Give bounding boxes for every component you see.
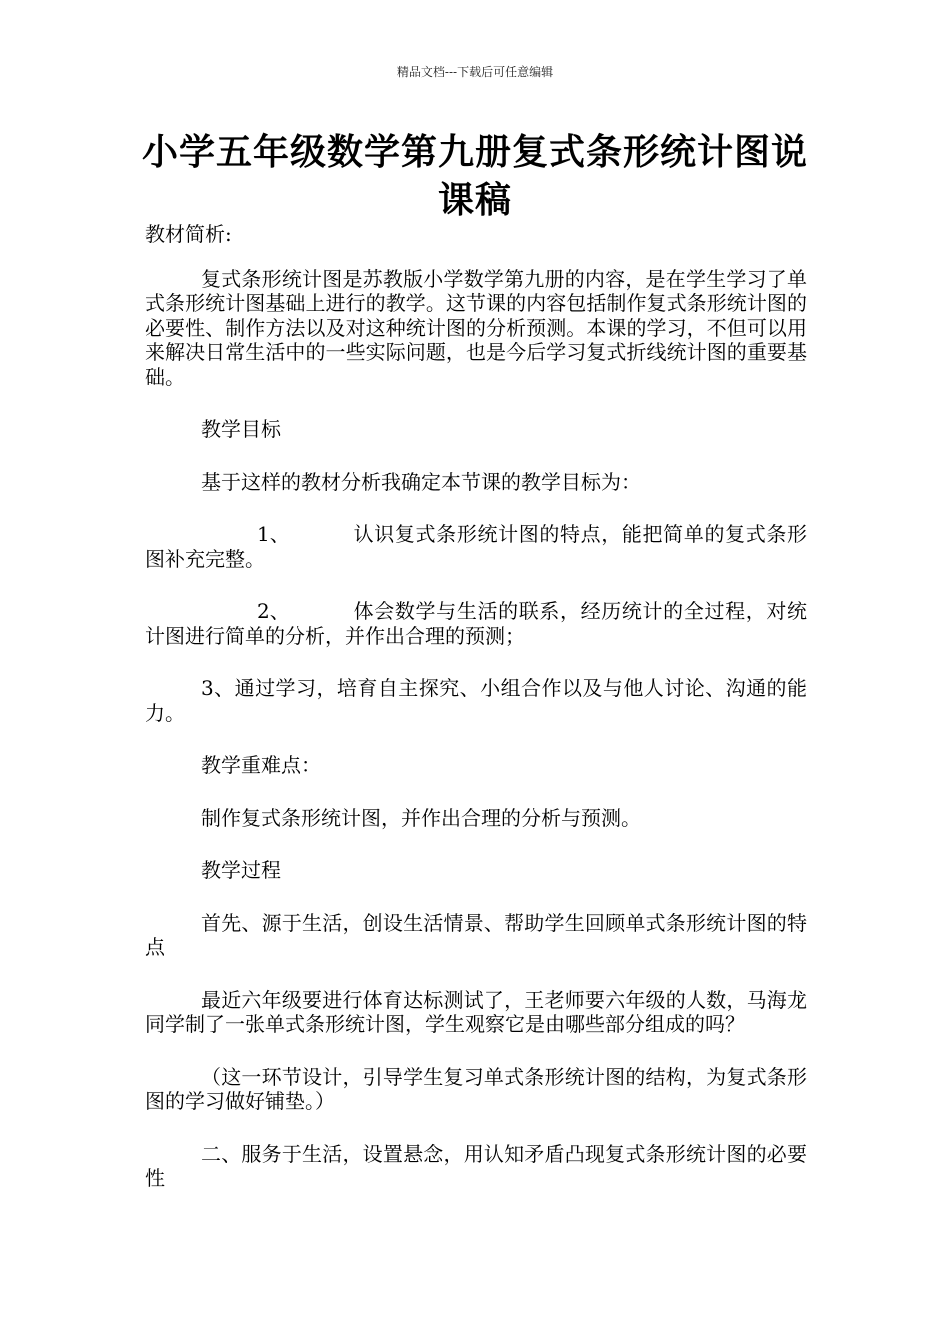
goals-intro: 基于这样的教材分析我确定本节课的教学目标为： [201,469,641,494]
goal-item-3: 3、通过学习，培育自主探究、小组合作以及与他人讨论、沟通的能力。 [145,676,807,725]
process-paragraph-3: （这一环节设计，引导学生复习单式条形统计图的结构，为复式条形图的学习做好铺垫。） [145,1064,807,1113]
goal-item-1 [145,522,807,571]
analysis-paragraph: 复式条形统计图是苏教版小学数学第九册的内容，是在学生学习了单式条形统计图基础上进行的教学。这节课的内容包括制作复式条形统计图的必要性、制作方法以及对这种统计图的分析预测。本课的学习，不但可以用来解决日常生活中的一些实际问题，也是今后学习复式折线统计图的重要基础。 [145,266,807,389]
document-title: 小学五年级数学第九册复式条形统计图说课稿 [141,131,808,221]
process-paragraph-1: 首先、源于生活，创设生活情景、帮助学生回顾单式条形统计图的特点 [145,910,807,959]
process-paragraph-4: 二、服务于生活，设置悬念，用认知矛盾凸现复式条形统计图的必要性 [145,1141,807,1190]
goal-item-2-text: 体会数学与生活的联系，经历统计的全过程，对统计图进行简单的分析，并作出合理的预测； [145,599,807,648]
goals-label: 教学目标 [201,417,281,441]
goal-item-1-number: 1、 [257,522,290,546]
process-paragraph-2: 最近六年级要进行体育达标测试了，王老师要六年级的人数，马海龙同学制了一张单式条形统计图，学生观察它是由哪些部分组成的吗？ [145,987,807,1036]
goal-item-1-text: 认识复式条形统计图的特点，能把简单的复式条形图补充完整。 [145,522,807,571]
process-label: 教学过程 [201,858,281,882]
goal-item-2-number: 2、 [257,599,290,623]
analysis-label: 教材简析: [145,222,232,246]
key-points-label: 教学重难点： [201,753,321,777]
goal-item-2 [145,599,807,648]
document-body [145,222,807,1219]
key-points-text: 制作复式条形统计图，并作出合理的分析与预测。 [201,805,641,830]
header-note: 精品文档---下载后可任意编辑 [396,65,554,79]
